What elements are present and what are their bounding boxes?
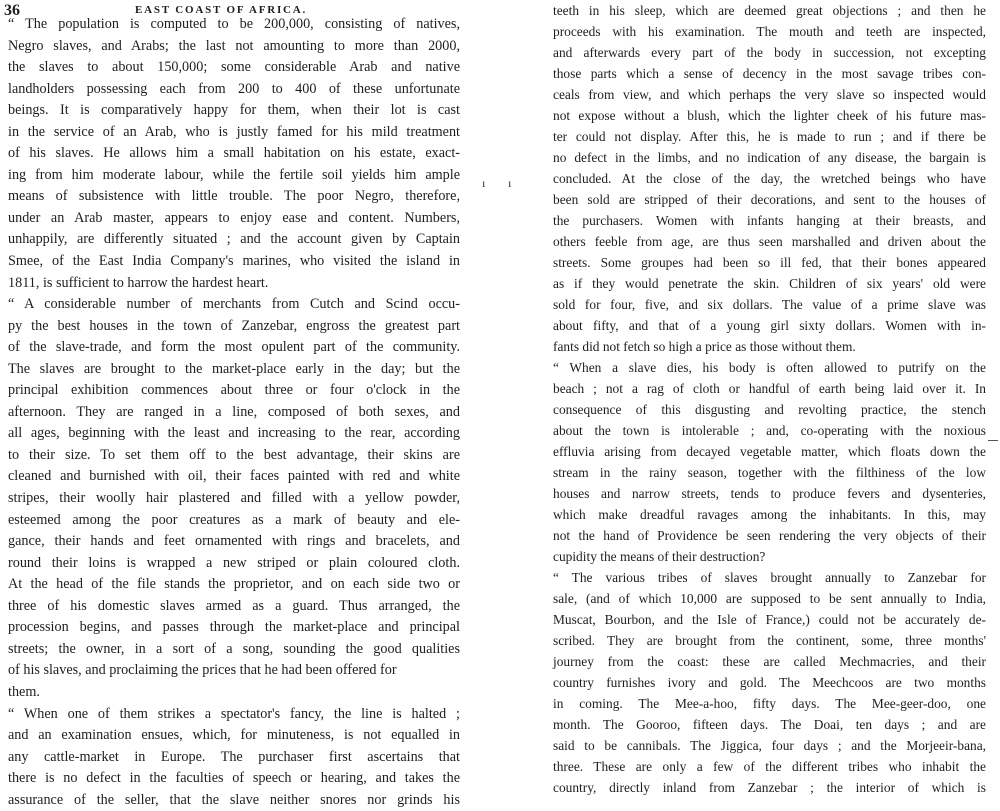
edge-mark — [988, 440, 998, 441]
text-line: and an examination ensues, which, for minuteness, is not equalled in — [8, 727, 460, 744]
left-page — [0, 0, 470, 808]
text-line: there is no defect in the faculties of speech or hearing, and takes the — [8, 770, 460, 787]
text-line: “ A considerable number of merchants from Cutch and Scind occu- — [8, 296, 460, 313]
text-line: scribed. They are brought from the continent, some, three months' — [553, 633, 986, 648]
text-line: concluded. At the close of the day, the wretched beings who have — [553, 171, 986, 186]
text-line: “ When a slave dies, his body is often allowed to putrify on the — [553, 360, 986, 375]
text-line: stream in the rainy season, together with the filthiness of the low — [553, 465, 986, 480]
text-line: round their loins is wrapped a new striped or plain coloured cloth. — [8, 554, 460, 571]
text-line: means of subsistence with little trouble. The poor Negro, therefore, — [8, 188, 460, 205]
text-line: and afterwards every part of the body in succession, not excepting — [553, 45, 986, 60]
text-line: any cattle-market in Europe. The purchaser first ascertains that — [8, 748, 460, 765]
page-number: 36 — [4, 2, 20, 19]
text-line: not the hand of Providence be seen rendering the very objects of their — [553, 528, 986, 543]
gutter-mark: ı — [482, 176, 486, 190]
text-line: in coming. The Mee-a-hoo, fifty days. The Mee-geer-doo, one — [553, 696, 986, 711]
text-line: landholders possessing each from 200 to 400 of these unfortunate — [8, 80, 460, 97]
text-line: as if they would penetrate the skin. Children of six years' old were — [553, 276, 986, 291]
text-line: cupidity the means of their destruction? — [553, 549, 766, 564]
text-line: journey from the coast: these are called Mechmacries, and their — [553, 654, 986, 669]
text-line: beach ; not a rag of cloth or handful of earth being laid over it. In — [553, 381, 986, 396]
text-line: not expose without a blush, which the lighter cheek of his future mas- — [553, 108, 986, 123]
text-line: under an Arab master, appears to enjoy ease and content. Numbers, — [8, 209, 460, 226]
text-line: Muscat, Bourbon, and the Isle of France,) could not be accurately de- — [553, 612, 986, 627]
text-line: three of his domestic slaves armed as a guard. Thus arranged, the — [8, 597, 460, 614]
text-line: “ The various tribes of slaves brought annually to Zanzebar for — [553, 570, 986, 585]
text-line: month. The Gooroo, fifteen days. The Doai, ten days ; and are — [553, 717, 986, 732]
text-line: stripes, their woolly hair plastered and filled with a yellow powder, — [8, 490, 460, 507]
text-line: “ The population is computed to be 200,000, consisting of natives, — [8, 16, 460, 32]
text-line: fants did not fetch so high a price as those without them. — [553, 339, 856, 354]
text-line: assurance of the seller, that the slave neither snores nor grinds his — [8, 791, 460, 808]
text-line: Smee, of the East India Company's marines, who visited the island in — [8, 253, 460, 270]
text-line: At the head of the file stands the proprietor, and on each side two or — [8, 576, 460, 593]
text-line: streets. Some groupes had been so ill fed, that their bones appeared — [553, 255, 986, 270]
gutter-mark: ı — [508, 176, 512, 190]
right-page-text — [553, 0, 986, 798]
text-line: of his slaves. He allows him a small habitation on his estate, exact- — [8, 145, 460, 162]
text-line: proceeds with his examination. The mouth and teeth are inspected, — [553, 24, 986, 39]
text-line: Negro slaves, and Arabs; the last not amounting to more than 2000, — [8, 37, 460, 54]
text-line: ceals from view, and which perhaps the very slave so inspected would — [553, 87, 986, 102]
text-line: ter could not display. After this, he is made to run ; and if there be — [553, 129, 986, 144]
text-line: ing from him moderate labour, while the fertile soil yields him ample — [8, 166, 460, 183]
text-line: country furnishes ivory and gold. The Meechcoos are two months — [553, 675, 986, 690]
text-line: the slaves to about 150,000; some considerable Arab and native — [8, 59, 460, 76]
text-line: effluvia arising from decayed vegetable matter, which floats down the — [553, 444, 986, 459]
text-line: them. — [8, 683, 40, 700]
text-line: sold for four, five, and six dollars. The value of a prime slave was — [553, 297, 986, 312]
text-line: about fifty, and that of a young girl sixty dollars. Women with in- — [553, 318, 986, 333]
text-line: unhappily, are differently situated ; and the account given by Captain — [8, 231, 460, 248]
text-line: three. These are only a few of the different tribes who inhabit the — [553, 759, 986, 774]
text-line: teeth in his sleep, which are deemed great objections ; and then he — [553, 3, 986, 18]
right-page — [525, 0, 1000, 795]
running-head: EAST COAST OF AFRICA. — [135, 4, 308, 16]
text-line: gance, their hands and feet ornamented with rings and bracelets, and — [8, 533, 460, 550]
text-line: of his slaves, and proclaiming the prices that he had been offered for — [8, 662, 397, 679]
text-line: consequence of this disgusting and revolting practice, the stench — [553, 402, 986, 417]
text-line: cleaned and burnished with oil, their faces painted with red and white — [8, 468, 460, 485]
text-line: afternoon. They are ranged in a line, composed of both sexes, and — [8, 403, 460, 420]
text-line: “ When one of them strikes a spectator's fancy, the line is halted ; — [8, 705, 460, 722]
text-line: sale, (and of which 10,000 are supposed to be sent annually to India, — [553, 591, 986, 606]
text-line: country, directly inland from Zanzebar ; the interior of which is — [553, 780, 986, 795]
text-line: of the slave-trade, and form the most opulent part of the community. — [8, 339, 460, 356]
text-line: esteemed among the poor creatures as a mark of beauty and ele- — [8, 511, 460, 528]
left-page-text — [8, 14, 460, 811]
text-line: all ages, beginning with the least and increasing to the rear, according — [8, 425, 460, 442]
text-line: 1811, is sufficient to harrow the hardest heart. — [8, 274, 269, 291]
text-line: about the town is intolerable ; and, co-operating with the noxious — [553, 423, 986, 438]
text-line: those parts which a sense of decency in the most savage tribes con- — [553, 66, 986, 81]
text-line: been sold are stripped of their decorations, and sent to the houses of — [553, 192, 986, 207]
text-line: to their size. To set them off to the best advantage, their skins are — [8, 446, 460, 463]
text-line: no defect in the limbs, and no indication of any disease, the bargain is — [553, 150, 986, 165]
text-line: py the best houses in the town of Zanzebar, engross the greatest part — [8, 317, 460, 334]
text-line: The slaves are brought to the market-place early in the day; but the — [8, 360, 460, 377]
text-line: procession begins, and passes through the market-place and principal — [8, 619, 460, 636]
text-line: said to be cannibals. The Jiggica, four days ; and the Morjeeir-bana, — [553, 738, 986, 753]
text-line: others feeble from age, are thus seen marshalled and driven about the — [553, 234, 986, 249]
text-line: in the service of an Arab, who is justly famed for his mild treatment — [8, 123, 460, 140]
text-line: which make dreadful ravages among the inhabitants. In this, may — [553, 507, 986, 522]
text-line: principal exhibition commences about three or four o'clock in the — [8, 382, 460, 399]
text-line: houses and narrow streets, tends to produce fevers and dysenteries, — [553, 486, 986, 501]
text-line: streets; the owner, in a sort of a song, sounding the good qualities — [8, 640, 460, 657]
text-line: the purchasers. Women with infants hanging at their breasts, and — [553, 213, 986, 228]
text-line: beings. It is comparatively happy for them, when their lot is cast — [8, 102, 460, 119]
